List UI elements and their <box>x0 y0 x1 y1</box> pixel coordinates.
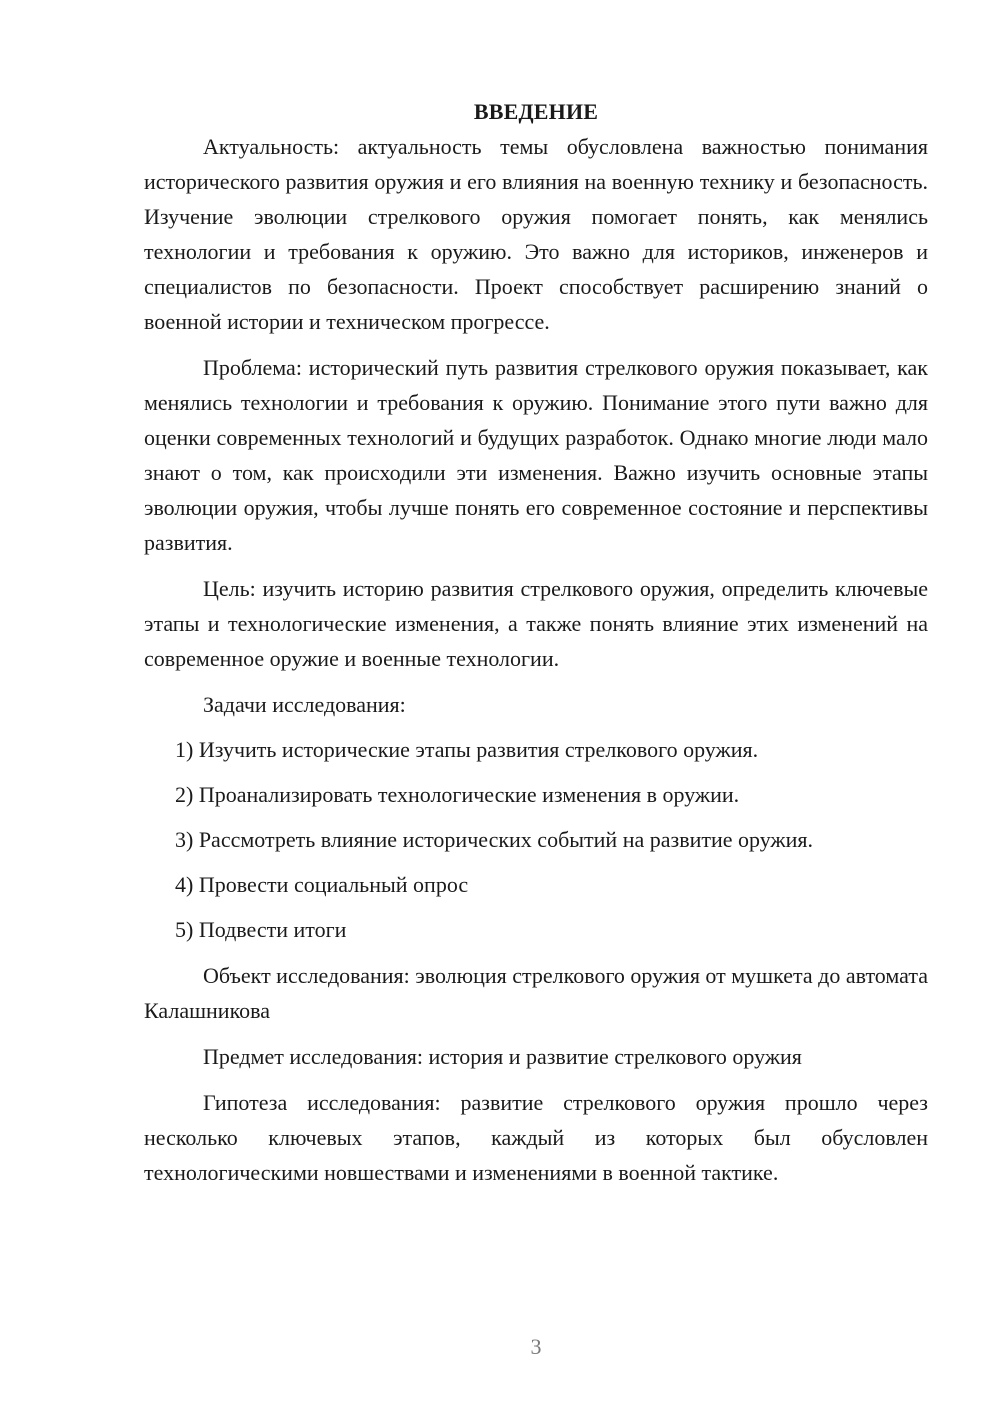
section-heading: ВВЕДЕНИЕ <box>473 99 599 124</box>
paragraph-goal: Цель: изучить историю развития стрелкового оружия, определить ключевые этапы и технологические изменения, а также понять влияние этих изменений на современное оружие и военные технологии. <box>144 576 928 671</box>
paragraph-problem: Проблема: исторический путь развития стрелкового оружия показывает, как менялись технологии и требования к оружию. Понимание этого пути важно для оценки современных технологий и будущих разработок. Однако многие люди мало знают о том, как происходили эти изменения. Важно изучить основные этапы эволюции оружия, чтобы лучше понять его современное состояние и перспективы развития. <box>144 355 928 555</box>
paragraph-relevance: Актуальность: актуальность темы обусловлена важностью понимания исторического развития оружия и его влияния на военную технику и безопасность. Изучение эволюции стрелкового оружия помогает понять, как менялись технологии и требования к оружию. Это важно для историков, инженеров и специалистов по безопасности. Проект способствует расширению знаний о военной истории и техническом прогрессе. <box>144 134 928 334</box>
tasks-list <box>144 732 928 947</box>
page-content <box>144 94 928 1190</box>
paragraph-object: Объект исследования: эволюция стрелкового оружия от мушкета до автомата Калашникова <box>144 963 928 1023</box>
task-item: 5) Подвести итоги <box>175 917 347 942</box>
tasks-title: Задачи исследования: <box>203 692 406 717</box>
task-item: 1) Изучить исторические этапы развития стрелкового оружия. <box>175 737 759 762</box>
paragraph-subject: Предмет исследования: история и развитие стрелкового оружия <box>203 1044 802 1069</box>
paragraph-hypothesis: Гипотеза исследования: развитие стрелкового оружия прошло через несколько ключевых этапов, каждый из которых был обусловлен технологическими новшествами и изменениями в военной тактике. <box>144 1090 928 1185</box>
task-item: 2) Проанализировать технологические изменения в оружии. <box>175 782 740 807</box>
task-item: 4) Провести социальный опрос <box>175 872 469 897</box>
page-number: 3 <box>530 1334 542 1359</box>
task-item: 3) Рассмотреть влияние исторических событий на развитие оружия. <box>175 827 814 852</box>
